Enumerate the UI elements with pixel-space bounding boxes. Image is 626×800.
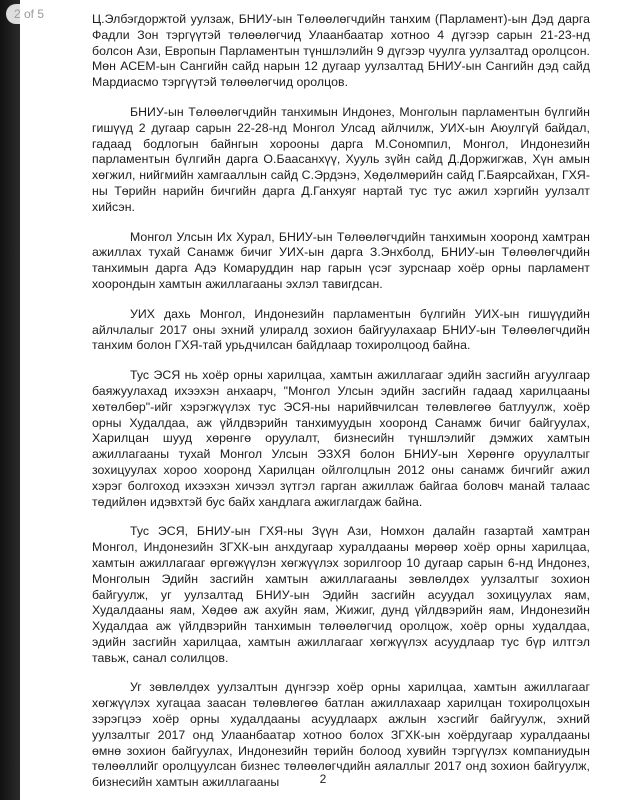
paragraph-1: Ц.Элбэгдоржтой уулзаж, БНИУ-ын Төлөөлөгчдийн танхим (Парламент)-ын Дэд дарга Фадли Зон тэргүүтэй төлөөлөгчид Улаанбаатар хотноо 4 дүгээр сарын 21-23-нд болсон Ази, Европын Парламентын түншлэлийн 9 дүгээр чуулга уулзалтад оролцсон. Мөн АСЕМ-ын Сангийн сайд нарын 12 дугаар уулзалтад БНИУ-ын Сангийн дэд сайд Мардиасмо тэргүүтэй төлөөлөгчид оролцов. bbox=[92, 12, 590, 90]
paragraph-6: Тус ЭСЯ, БНИУ-ын ГХЯ-ны Зүүн Ази, Номхон далайн газартай хамтран Монгол, Индонезийн ЗГХК-ын анхдугаар хуралдааны мөрөөр хоёр орны харилцаа, хамтын ажиллагааг өргөжүүлэн хөгжүүлэх зорилгоор 10 дугаар сарын 6-нд Индонез, Монголын Эдийн засгийн хамтын ажиллагааны зөвлөлдөх уулзалтыг зохион байгуулж, уг уулзалтад БНИУ-ын Эдийн засгийн асуудал зохицуулах яам, Худалдааны яам, Хөдөө аж ахуйн яам, Жижиг, дунд үйлдвэрийн яам, Индонезийн Худалдаа аж үйлдвэрийн танхимын төлөөлөгчид оролцож, хоёр орны худалдаа, эдийн засгийн харилцаа, хамтын ажиллагааг хөгжүүлэх асуудлаар тус бүр илтгэл тавьж, санал солилцов. bbox=[92, 524, 590, 665]
paragraph-4: УИХ дахь Монгол, Индонезийн парламентын бүлгийн УИХ-ын гишүүдийн айлчлалыг 2017 оны эхний улиралд зохион байгуулахаар БНИУ-ын Төлөөлөгчдийн танхим болон ГХЯ-тай урьдчилсан байдлаар тохиролцоод байна. bbox=[92, 306, 590, 353]
document-body bbox=[92, 12, 590, 800]
page-indicator: 2 of 5 bbox=[6, 4, 52, 24]
paragraph-7: Уг зөвлөлдөх уулзалтын дүнгээр хоёр орны харилцаа, хамтын ажиллагааг хөгжүүлэх хугацаа заасан төлөвлөгөө батлан ажиллахаар харилцан тохиролцохын зэрэгцээ хоёр орны худалдааны асуудлаарх ажлын хэсгийг байгуулж, эхний уулзалтыг 2017 онд Улаанбаатар хотноо болох ЗГХК-ын хоёрдугаар хуралдааны өмнө зохион байгуулах, Индонезийн төрийн болоод хувийн тэргүүлэх компаниудын төлөөллийг оролцуулсан бизнес төлөөлөгчдийн аялаллыг 2017 онд зохион байгуулж, бизнесийн хамтын ажиллагааны bbox=[92, 680, 590, 790]
page-number: 2 bbox=[319, 772, 327, 786]
document-page[interactable] bbox=[20, 0, 626, 800]
paragraph-5: Тус ЭСЯ нь хоёр орны харилцаа, хамтын ажиллагааг эдийн засгийн агуулгаар баяжуулахад ихээхэн анхаарч, "Монгол Улсын эдийн засгийн гадаад харилцааны хөтөлбөр"-ийг хэрэгжүүлэх тус ЭСЯ-ны нарийвчилсан төлөвлөгөө батлуулж, хоёр орны Худалдаа, аж үйлдвэрийн танхимуудын хооронд Санамж бичиг байгуулах, Харилцан шууд хөрөнгө оруулалт, бизнесийн түншлэлийг дэмжих хамтын ажиллагааны тухай Монгол Улсын ЭЗХЯ болон БНИУ-ын Хөрөнгө оруулалтыг зохицуулах хороо хооронд Харилцан ойлголцлын 2012 оны санамж бичгийг ажил хэрэг болгоход ихээхэн хичээл зүтгэл гарган ажиллаж байгаа боловч манай талаас төдийлөн идэвхтэй бус байх хандлага ажиглагдаж байна. bbox=[92, 368, 590, 509]
paragraph-2: БНИУ-ын Төлөөлөгчдийн танхимын Индонез, Монголын парламентын бүлгийн гишүүд 2 дугаар сарын 22-28-нд Монгол Улсад айлчилж, УИХ-ын Аюулгүй байдал, гадаад бодлогын байнгын хорооны дарга М.Сономпил, Монгол, Индонезийн парламентын бүлгийн дарга О.Баасанхүү, Хууль зүйн сайд Д.Доржигжав, Хүн амын хөгжил, нийгмийн хамгааллын сайд С.Эрдэнэ, Хөдөлмөрийн сайд Г.Баярсайхан, ГХЯ-ны Төрийн нарийн бичгийн дарга Д.Ганхуяг нартай тус тус ажил хэргийн уулзалт хийсэн. bbox=[92, 104, 590, 214]
paragraph-3: Монгол Улсын Их Хурал, БНИУ-ын Төлөөлөгчдийн танхимын хооронд хамтран ажиллах тухай Санамж бичиг УИХ-ын дарга З.Энхболд, БНИУ-ын Төлөөлөгчдийн танхимын дарга Адэ Комаруддин нар гарын үсэг зурснаар хоёр орны парламент хоорондын хамтын ажиллагааны эхлэл тавигдсан. bbox=[92, 229, 590, 291]
viewer-background bbox=[0, 0, 20, 800]
